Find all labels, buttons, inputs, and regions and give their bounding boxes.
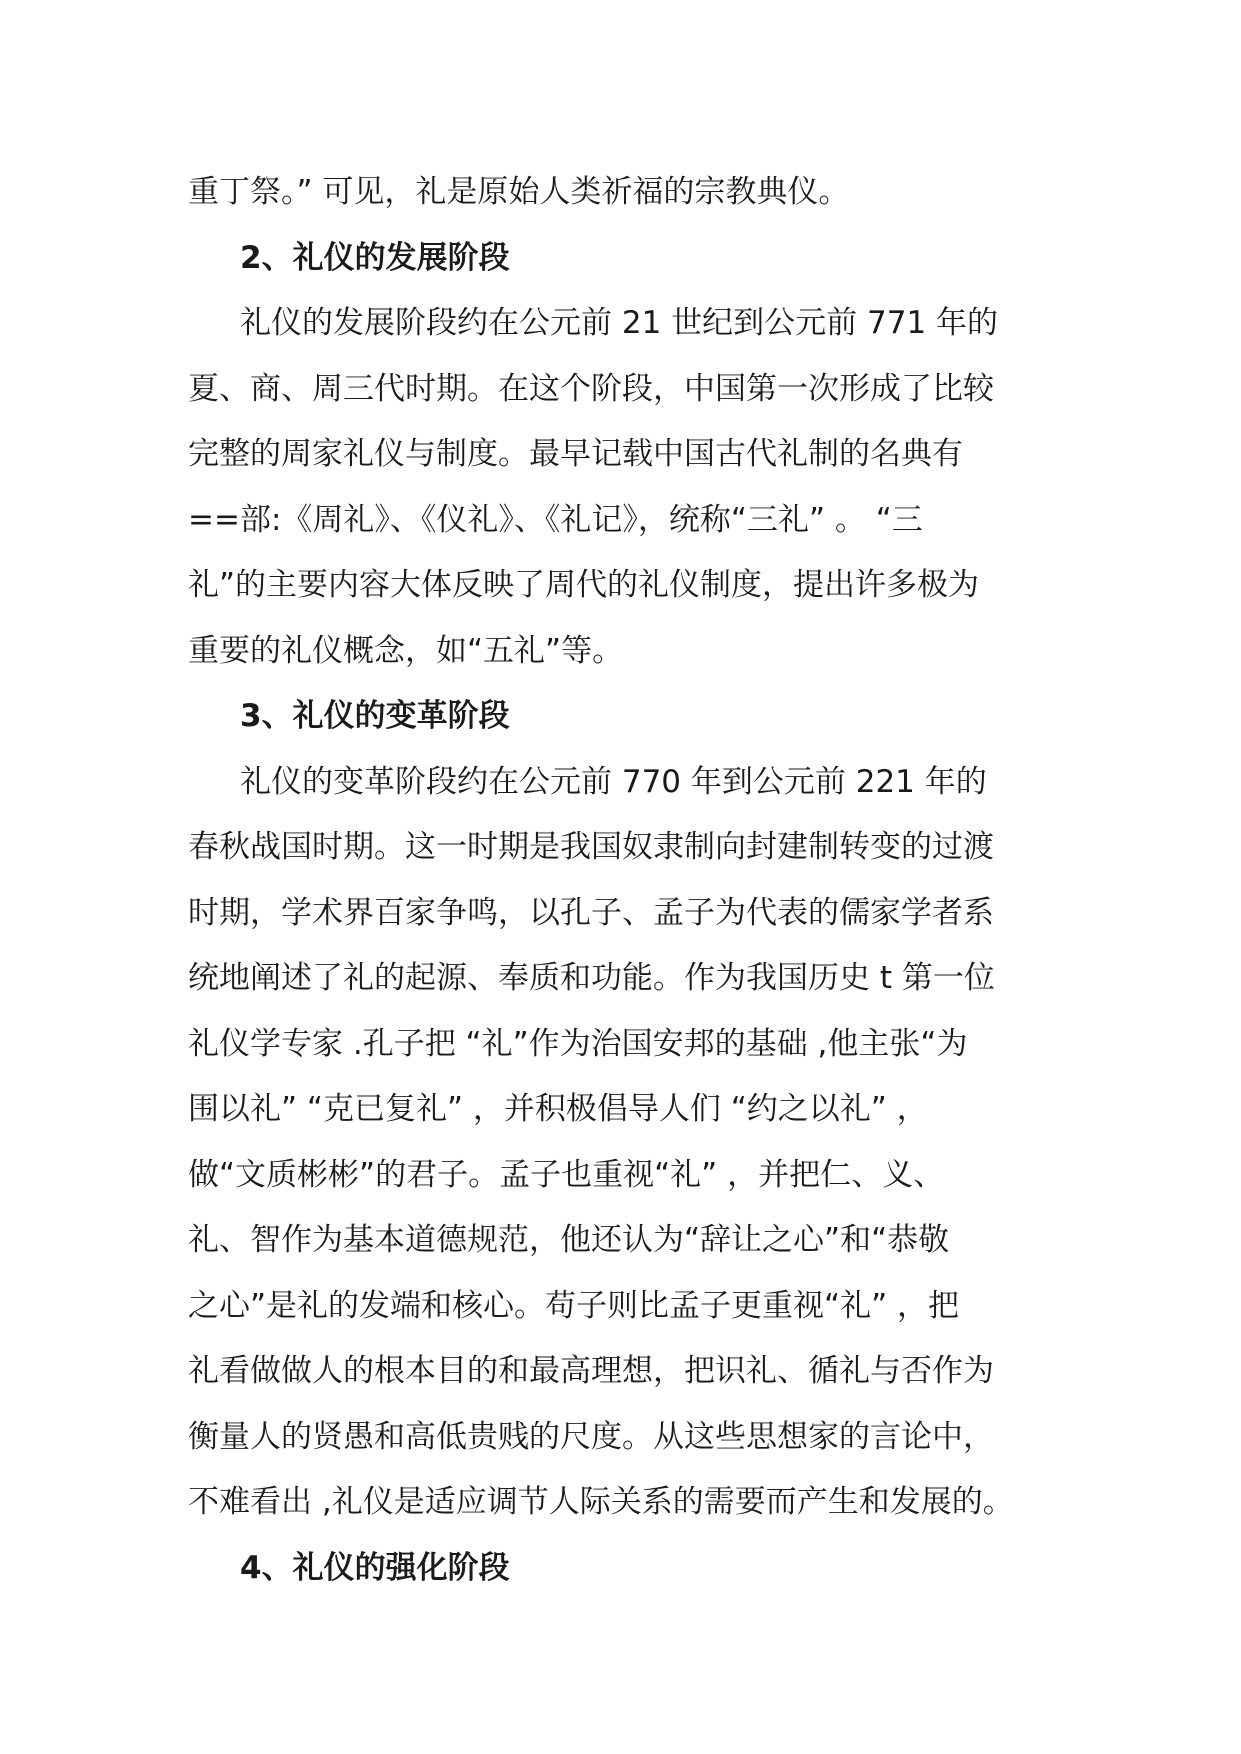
paragraph-line: 重丁祭。” 可见，礼是原始人类祈福的宗教典仪。 <box>188 174 850 210</box>
paragraph-line: 礼”的主要内容大体反映了周代的礼仪制度，提出许多极为 <box>188 567 980 603</box>
paragraph-line: 衡量人的贤愚和高低贵贱的尺度。从这些思想家的言论中， <box>188 1418 994 1455</box>
paragraph-line: 时期，学术界百家争鸣，以孔子、孟子为代表的儒家学者系 <box>188 894 994 931</box>
paragraph-line: ==部:《周礼》、《仪礼》、《礼记》，统称“三礼” 。 “三 <box>188 501 923 538</box>
paragraph-line: 礼看做做人的根本目的和最高理想，把识礼、循礼与否作为 <box>188 1353 994 1389</box>
paragraph-line: 完整的周家礼仪与制度。最早记载中国古代礼制的名典有 <box>188 436 963 472</box>
paragraph-line: 春秋战国时期。这一时期是我国奴隶制向封建制转变的过渡 <box>188 829 994 865</box>
paragraph-line: 不难看出 ,礼仪是适应调节人际关系的需要而产生和发展的。 <box>188 1484 1014 1520</box>
paragraph-line: 重要的礼仪概念，如“五礼”等。 <box>188 632 624 669</box>
paragraph-line: 之心”是礼的发端和核心。苟子则比孟子更重视“礼” ，把 <box>188 1287 960 1324</box>
paragraph-line: 做“文质彬彬”的君子。孟子也重视“礼” ，并把仁、义、 <box>188 1156 945 1193</box>
paragraph-line: 礼、智作为基本道德规范，他还认为“辞让之心”和“恭敬 <box>188 1222 950 1258</box>
section-heading-2: 2、礼仪的发展阶段 <box>240 239 510 276</box>
section-heading-3: 3、礼仪的变革阶段 <box>240 698 510 734</box>
document-body <box>188 160 1063 1601</box>
paragraph-line: 夏、商、周三代时期。在这个阶段，中国第一次形成了比较 <box>188 370 994 407</box>
paragraph-line: 统地阐述了礼的起源、奉质和功能。作为我国历史 t 第一位 <box>188 960 995 996</box>
paragraph-line: 礼仪学专家 .孔子把 “礼”作为治国安邦的基础 ,他主张“为 <box>188 1025 968 1062</box>
section-heading-4: 4、礼仪的强化阶段 <box>240 1549 510 1586</box>
paragraph-line: 围以礼” “克已复礼” ，并积极倡导人们 “约之以礼” ， <box>188 1091 928 1127</box>
paragraph-line: 礼仪的变革阶段约在公元前 770 年到公元前 221 年的 <box>240 763 987 800</box>
paragraph-line: 礼仪的发展阶段约在公元前 21 世纪到公元前 771 年的 <box>240 305 999 341</box>
